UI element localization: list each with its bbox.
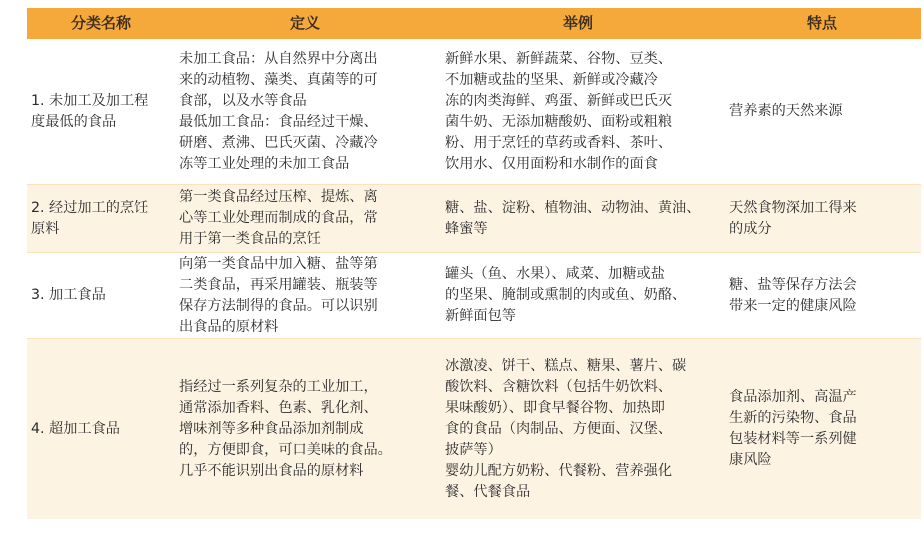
category-name: 4. 超加工食品 [31,420,120,437]
header-definition: 定义 [289,14,320,32]
category-feature: 糖、盐等保存方法会 带来一定的健康风险 [729,276,857,314]
header-features: 特点 [806,14,837,32]
table-row [27,184,921,252]
category-definition: 向第一类食品中加入糖、盐等第 二类食品，再采用罐装、瓶装等 保存方法制得的食品。可以识别 出食品的原材料 [179,255,378,335]
header-category: 分类名称 [70,14,131,32]
category-examples: 罐头（鱼、水果）、咸菜、加糖或盐 的坚果、腌制或熏制的肉或鱼、奶酪、 新鲜面包等 [445,266,687,324]
category-examples: 冰激凌、饼干、糕点、糖果、薯片、碳 酸饮料、含糖饮料（包括牛奶饮料、 果味酸奶）、即食早餐谷物、加热即 食的食品（肉制品、方便面、汉堡、 披萨等） 婴幼儿配方奶粉、代餐粉、营养强化 餐、代餐食品 [445,357,687,500]
table-row [27,39,921,184]
category-name: 2. 经过加工的烹饪 原料 [31,199,149,237]
category-name: 1. 未加工及加工程 度最低的食品 [31,92,149,130]
category-examples: 新鲜水果、新鲜蔬菜、谷物、豆类、 不加糖或盐的坚果、新鲜或冷藏冷 冻的肉类海鲜、鸡蛋、新鲜或巴氏灭 菌牛奶、无添加糖酸奶、面粉或粗粮 粉、用于烹饪的草药或香料、茶叶、 饮用水、仅用面粉和水制作的面食 [445,50,673,172]
table-header [27,8,921,39]
category-feature: 食品添加剂、高温产 生新的污染物、食品 包装材料等一系列健 康风险 [729,389,857,468]
header-examples: 举例 [562,14,593,32]
category-definition: 第一类食品经过压榨、提炼、离 心等工业处理而制成的食品，常 用于第一类食品的烹饪 [179,189,378,247]
category-definition: 未加工食品：从自然界中分离出 来的动植物、藻类、真菌等的可 食部，以及水等食品 最低加工食品：食品经过干燥、 研磨、煮沸、巴氏灭菌、冷藏冷 冻等工业处理的未加工食品 [179,50,378,172]
category-definition: 指经过一系列复杂的工业加工， 通常添加香料、色素、乳化剂、 增味剂等多种食品添加剂制成 的，方便即食，可口美味的食品。 几乎不能识别出食品的原材料 [179,378,392,479]
food-classification-table [27,8,921,519]
category-feature: 天然食物深加工得来 的成分 [729,199,857,237]
category-examples: 糖、盐、淀粉、植物油、动物油、黄油、 蜂蜜等 [445,199,701,237]
table-row [27,338,921,519]
category-feature: 营养素的天然来源 [729,103,843,119]
table-row [27,252,921,338]
category-name: 3. 加工食品 [31,287,106,303]
